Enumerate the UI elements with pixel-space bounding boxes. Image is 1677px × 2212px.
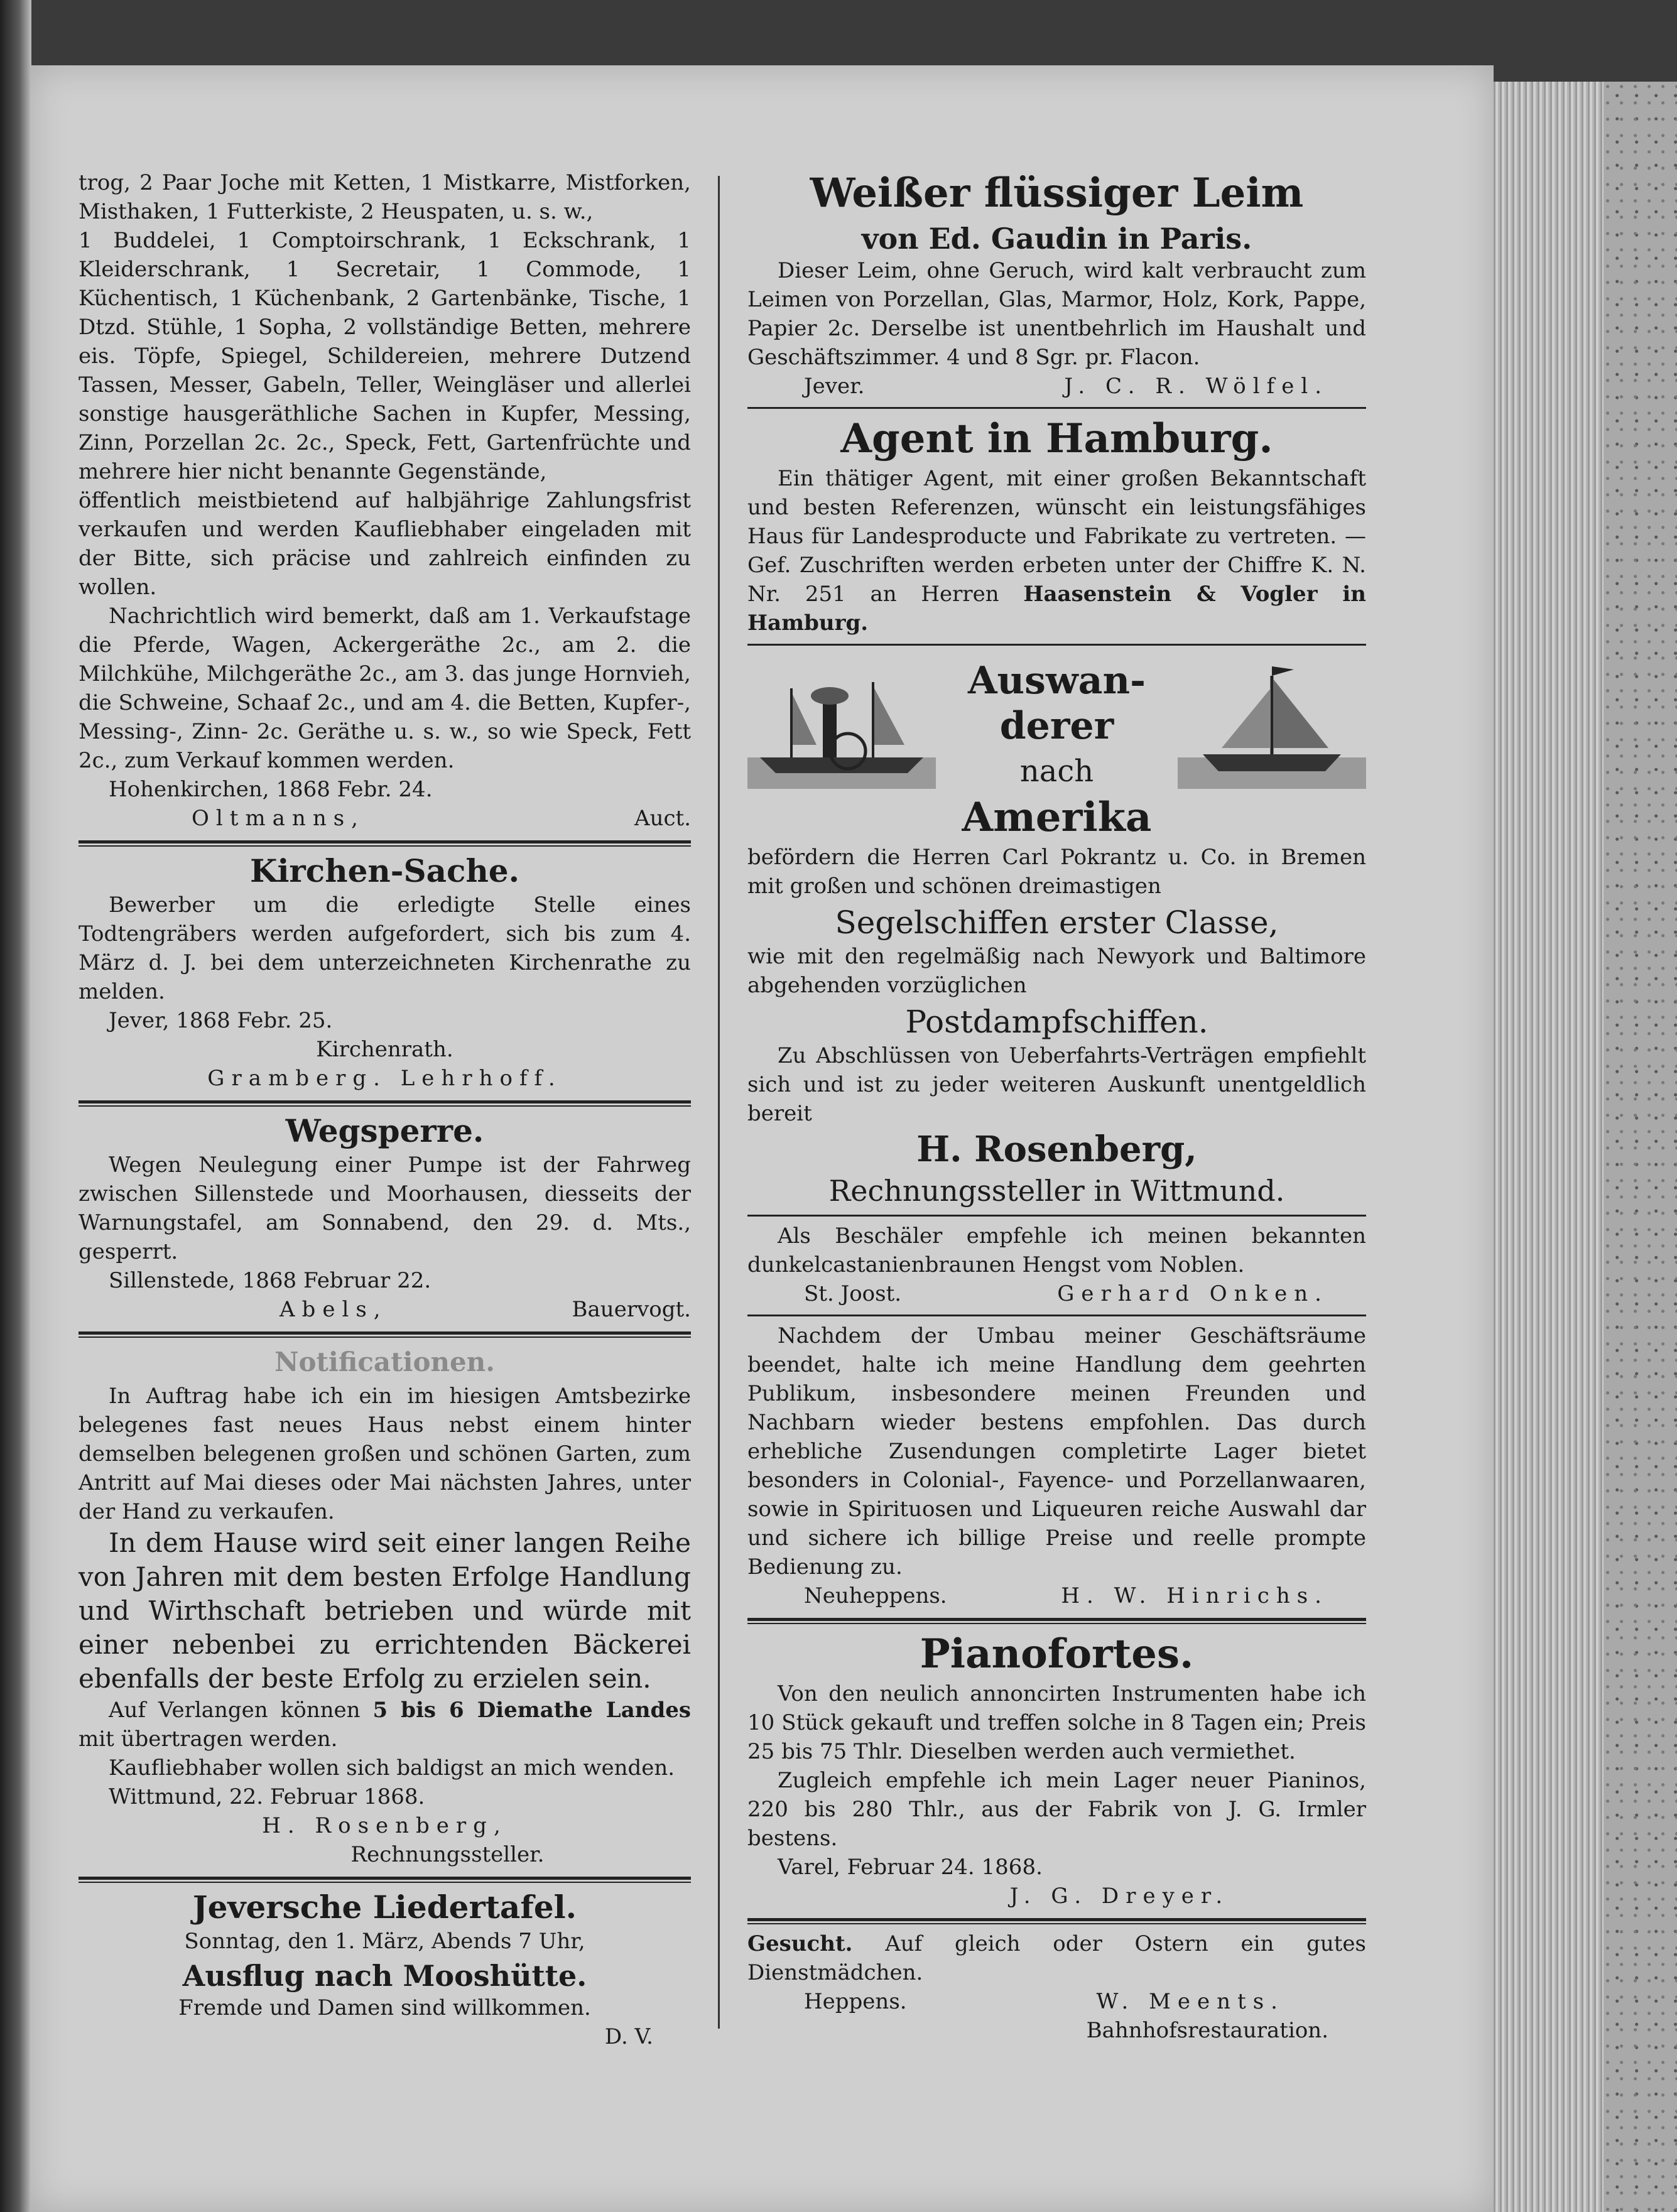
auction-place-date: Hohenkirchen, 1868 Febr. 24. — [109, 777, 433, 802]
notification-place-date: Wittmund, 22. Februar 1868. — [109, 1784, 425, 1809]
umbau-signature: H. W. Hinrichs. — [1061, 1583, 1328, 1608]
agent-text — [747, 464, 1366, 637]
section-rule — [747, 1918, 1366, 1924]
notification-notice — [79, 1343, 691, 1869]
auction-text-3: öffentlich meistbietend auf halbjährige Zahlungsfrist verkaufen und werden Kaufliebhaber eingeladen mit der Bitte, sich präcise und zahlreich einfinden zu wollen. — [79, 488, 691, 600]
kirchen-notice — [79, 852, 691, 1093]
auswanderer-nach: nach — [1019, 754, 1094, 789]
kirchen-signature: Gramberg. Lehrhoff. — [207, 1066, 562, 1091]
notification-buyers: Kaufliebhaber wollen sich baldigst an mich wenden. — [109, 1755, 675, 1781]
auswanderer-segelschiffe: Segelschiffen erster Classe, — [835, 904, 1279, 941]
auswanderer-name: H. Rosenberg, — [916, 1129, 1197, 1170]
umbau-text: Nachdem der Umbau meiner Geschäftsräume beendet, halte ich meine Handlung dem geehrten Publikum, insbesondere meinen Freunden und Nachbarn wieder bestens empfohlen. Das durch erhebliche Zusendungen completirte Lager bietet besonders in Colonial-, Fayence- und Porzellanwaaren, sowie in Spirituosen und Liqueuren reiche Auswahl dar und sichere ich billige Preise und reelle prompte Bedienung zu. — [747, 1323, 1366, 1580]
leim-signature: J. C. R. Wölfel. — [1064, 374, 1328, 399]
gesucht-label: Gesucht. — [747, 1931, 853, 1956]
piano-ad — [747, 1629, 1366, 1911]
scan-left-edge — [0, 0, 31, 2212]
leim-subtitle: von Ed. Gaudin in Paris. — [861, 222, 1252, 256]
land-post: mit übertragen werden. — [79, 1727, 338, 1752]
right-column — [747, 168, 1366, 2045]
hengst-ad — [747, 1222, 1366, 1308]
hengst-signature-line — [747, 1279, 1366, 1308]
hengst-place: St. Joost. — [804, 1281, 902, 1306]
kirchen-title: Kirchen-Sache. — [249, 852, 520, 889]
umbau-ad — [747, 1321, 1366, 1610]
notification-sig-role: Rechnungssteller. — [350, 1842, 545, 1867]
kirchen-body: Kirchenrath. — [316, 1037, 453, 1062]
wegsperre-place-date: Sillenstede, 1868 Februar 22. — [109, 1268, 431, 1293]
wegsperre-notice — [79, 1112, 691, 1324]
hengst-text: Als Beschäler empfehle ich meinen bekannten dunkelcastanienbraunen Hengst vom Noblen. — [747, 1223, 1366, 1277]
section-rule — [747, 1618, 1366, 1624]
auswanderer-header — [747, 651, 1366, 801]
umbau-signature-line — [747, 1581, 1366, 1610]
notification-text: In Auftrag habe ich ein im hiesigen Amtsbezirke belegenes fast neues Haus nebst einem hinter demselben belegenen großen und schönen Garten, zum Antritt auf Mai dieses oder Mai nächsten Jahres, unter der Hand zu verkaufen. — [79, 1384, 691, 1524]
liedertafel-title: Jeversche Liedertafel. — [192, 1889, 577, 1926]
piano-text-2: Zugleich empfehle ich mein Lager neuer Pianinos, 220 bis 280 Thlr., aus der Fabrik von J. G. Irmler bestens. — [747, 1768, 1366, 1851]
auswanderer-title-2: derer — [999, 704, 1114, 748]
gesucht-text — [747, 1929, 1366, 1987]
agent-firm: Haasenstein & Vogler in Hamburg. — [747, 582, 1367, 636]
piano-signature: J. G. Dreyer. — [1009, 1884, 1230, 1909]
auction-signature — [79, 804, 691, 833]
piano-title: Pianofortes. — [920, 1630, 1194, 1678]
section-rule — [79, 1877, 691, 1883]
leim-text: Dieser Leim, ohne Geruch, wird kalt verbraucht zum Leimen von Porzellan, Glas, Marmor, Holz, Kork, Pappe, Papier 2c. Derselbe ist unentbehrlich im Haushalt und Geschäftszimmer. 4 und 8 Sgr. pr. Flacon. — [747, 258, 1366, 370]
wegsperre-sig-role: Bauervogt. — [572, 1297, 691, 1322]
land-pre: Auf Verlangen können — [109, 1698, 361, 1723]
section-rule — [79, 840, 691, 847]
leim-ad — [747, 168, 1366, 401]
liedertafel-date: Sonntag, den 1. März, Abends 7 Uhr, — [184, 1929, 585, 1954]
steamship-illustration — [747, 663, 936, 789]
liedertafel-welcome: Fremde und Damen sind willkommen. — [178, 1995, 591, 2020]
hengst-signature: Gerhard Onken. — [1057, 1281, 1328, 1306]
section-rule — [747, 1315, 1366, 1316]
auswanderer-title-1: Auswan- — [967, 659, 1146, 703]
liedertafel-signature: D. V. — [604, 2024, 653, 2049]
agent-ad — [747, 414, 1366, 637]
agent-title: Agent in Hamburg. — [840, 415, 1273, 462]
auswanderer-title-3: Amerika — [962, 794, 1152, 841]
left-column — [79, 168, 691, 2051]
gesucht-ad — [747, 1929, 1366, 2045]
leim-signature-line — [747, 372, 1366, 401]
agent-text-body: Ein thätiger Agent, mit einer großen Bekanntschaft und besten Referenzen, wünscht ein leistungsfähiges Haus für Landesproducte und Fabrikate zu vertreten. — Gef. Zuschriften werden erbeten unter der Chiffre K. N. Nr. 251 an Herren — [747, 466, 1366, 607]
kirchen-place-date: Jever, 1868 Febr. 25. — [109, 1008, 333, 1033]
notification-land — [79, 1696, 691, 1754]
auswanderer-contract: Zu Abschlüssen von Ueberfahrts-Verträgen empfiehlt sich und ist zu jeder weiteren Auskunft unentgeldlich bereit — [747, 1043, 1366, 1126]
gesucht-body: Auf gleich oder Ostern ein gutes Dienstmädchen. — [747, 1931, 1366, 1985]
auction-text-2: 1 Buddelei, 1 Comptoirschrank, 1 Eckschrank, 1 Kleiderschrank, 1 Secretair, 1 Commode, 1 Küchentisch, 1 Küchenbank, 2 Gartenbänke, Tische, 1 Dtzd. Stühle, 1 Sopha, 2 vollständige Betten, mehrere eis. Töpfe, Spiegel, Schildereien, mehrere Dutzend Tassen, Messer, Gabeln, Teller, Weingläser und allerlei sonstige hausgeräthliche Sachen in Kupfer, Messing, Zinn, Porzellan 2c. 2c., Speck, Fett, Gartenfrüchte und mehrere hier nicht benannte Gegenstände, — [79, 228, 691, 484]
section-rule — [79, 1100, 691, 1107]
umbau-place: Neuheppens. — [804, 1583, 947, 1608]
kirchen-text: Bewerber um die erledigte Stelle eines Todtengräbers werden aufgefordert, sich bis zum 4. März d. J. bei dem unterzeichneten Kirchenrathe zu melden. — [79, 892, 691, 1004]
gesucht-signature-line — [747, 1987, 1366, 2016]
liedertafel-notice — [79, 1888, 691, 2051]
auswanderer-role: Rechnungssteller in Wittmund. — [828, 1174, 1285, 1208]
book-page-edges — [1494, 82, 1604, 2212]
auswanderer-mid: wie mit den regelmäßig nach Newyork und Baltimore abgehenden vorzüglichen — [747, 944, 1366, 998]
section-rule — [747, 1215, 1366, 1217]
piano-place-date: Varel, Februar 24. 1868. — [778, 1855, 1043, 1880]
column-divider — [718, 176, 720, 2029]
wegsperre-title: Wegsperre. — [285, 1112, 484, 1149]
liedertafel-event: Ausflug nach Mooshütte. — [182, 1959, 587, 1993]
auswanderer-text: befördern die Herren Carl Pokrantz u. Co. in Bremen mit großen und schönen dreimastigen — [747, 845, 1366, 899]
auction-sig-role: Auct. — [634, 806, 691, 831]
leim-place: Jever. — [804, 374, 865, 399]
section-rule — [747, 644, 1366, 646]
auction-text-1: trog, 2 Paar Joche mit Ketten, 1 Mistkarre, Mistforken, Misthaken, 1 Futterkiste, 2 Heuspaten, u. s. w., — [79, 170, 691, 224]
notification-title: Notificationen. — [274, 1347, 495, 1377]
book-binding — [1604, 82, 1677, 2212]
auction-text-4: Nachrichtlich wird bemerkt, daß am 1. Verkaufstage die Pferde, Wagen, Ackergeräthe 2c., am 2. die Milchkühe, Milchgeräthe 2c., am 3. das junge Hornvieh, die Schweine, Schaaf 2c., und am 4. die Betten, Kupfer-, Messing-, Zinn- 2c. Geräthe u. s. w., so wie Speck, Fett 2c., zum Verkauf kommen werden. — [79, 604, 691, 773]
wegsperre-sig-name: Abels, — [280, 1297, 388, 1322]
piano-text-1: Von den neulich annoncirten Instrumenten habe ich 10 Stück gekauft und treffen solche in 8 Tagen ein; Preis 25 bis 75 Thlr. Dieselben werden auch vermiethet. — [747, 1681, 1366, 1764]
leim-title: Weißer flüssiger Leim — [810, 170, 1304, 217]
wegsperre-text: Wegen Neulegung einer Pumpe ist der Fahrweg zwischen Sillenstede und Moorhausen, diesseits der Warnungstafel, am Sonnabend, den 29. d. Mts., gesperrt. — [79, 1152, 691, 1264]
gesucht-role: Bahnhofsrestauration. — [1086, 2018, 1328, 2043]
wegsperre-signature — [79, 1295, 691, 1324]
section-rule — [79, 1331, 691, 1338]
auction-notice — [79, 168, 691, 833]
notification-sig-name: H. Rosenberg, — [262, 1813, 507, 1838]
section-rule — [747, 407, 1366, 409]
sailboat-illustration — [1178, 663, 1366, 789]
gesucht-place: Heppens. — [804, 1989, 907, 2014]
gesucht-signature: W. Meents. — [1096, 1989, 1284, 2014]
auction-sig-name: Oltmanns, — [192, 806, 365, 831]
auswanderer-ad — [747, 651, 1366, 1208]
land-bold: 5 bis 6 Diemathe Landes — [372, 1698, 692, 1723]
notification-large-text: In dem Hause wird seit einer langen Reihe von Jahren mit dem besten Erfolge Handlung und Wirthschaft betrieben und würde mit einer nebenbei zu errichtenden Bäckerei ebenfalls der beste Erfolg zu erzielen sein. — [79, 1527, 691, 1694]
auswanderer-title — [968, 658, 1146, 794]
auswanderer-postdampf: Postdampfschiffen. — [905, 1004, 1208, 1040]
